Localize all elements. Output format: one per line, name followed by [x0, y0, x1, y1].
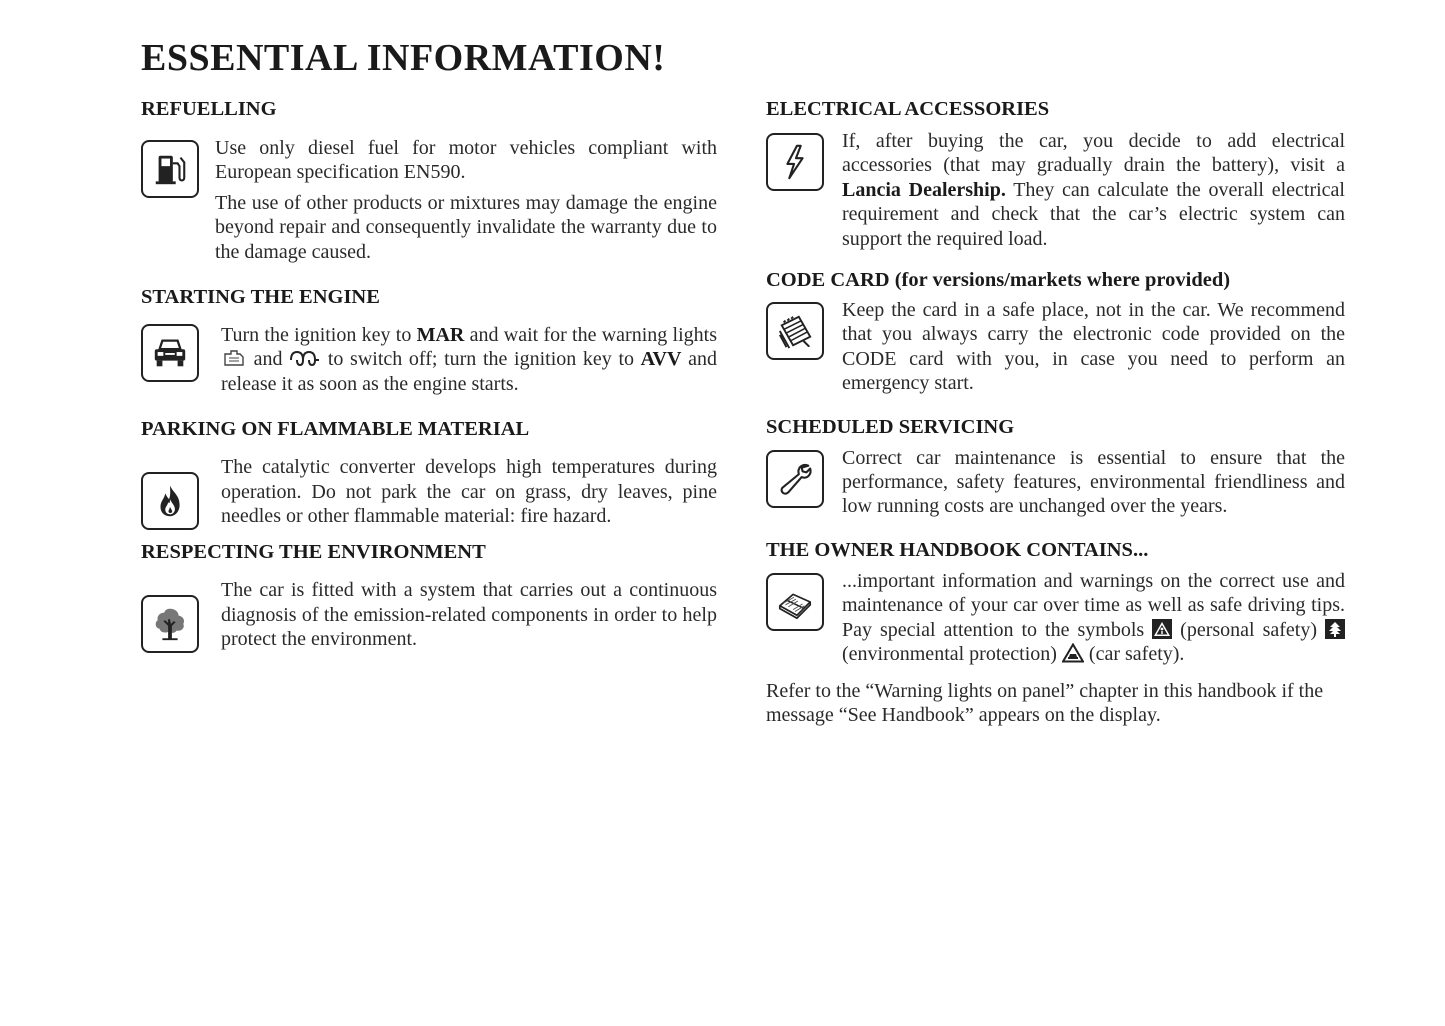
refuelling-text-2: The use of other products or mixtures may damage the engine beyond repair and consequently invalidate the warranty due to the damage caused. [215, 191, 717, 263]
car-front-icon [141, 324, 199, 382]
parking-section [141, 455, 719, 530]
electrical-text: If, after buying the car, you decide to add electrical accessories (that may gradually drain the battery), visit a Lancia Dealership. They can calculate the overall electrical requirement and check that the car’s electric system can support the required load. [842, 130, 1345, 250]
refuelling-section [141, 136, 719, 264]
environment-text: The car is fitted with a system that carries out a continuous diagnosis of the emission-related components in order to help protect the environment. [221, 579, 717, 651]
lightning-icon [766, 133, 824, 191]
code-card-section [766, 298, 1345, 396]
code-card-text: Keep the card in a safe place, not in the car. We recommend that you always carry the electronic code provided on the CODE card with you, in case you need to perform an emergency start. [842, 299, 1345, 395]
environmental-protection-icon [1325, 619, 1345, 639]
glow-plug-light-icon [289, 348, 321, 368]
dealership-label: Lancia Dealership. [842, 178, 1006, 201]
mar-key-label: MAR [416, 324, 465, 347]
refuelling-heading: REFUELLING [141, 98, 277, 120]
starting-heading: STARTING THE ENGINE [141, 286, 380, 309]
page-title: ESSENTIAL INFORMATION! [141, 37, 666, 79]
avv-key-label: AVV [640, 348, 682, 371]
servicing-section [766, 446, 1345, 519]
tree-icon [141, 595, 199, 653]
personal-safety-icon [1152, 619, 1172, 639]
electrical-heading: ELECTRICAL ACCESSORIES [766, 98, 1050, 120]
servicing-heading: SCHEDULED SERVICING [766, 415, 1015, 438]
parking-text: The catalytic converter develops high temperatures during operation. Do not park the car on grass, dry leaves, pine needles or other flammable material: fire hazard. [221, 456, 717, 528]
parking-heading: PARKING ON FLAMMABLE MATERIAL [141, 418, 530, 441]
wrench-icon [766, 450, 824, 508]
starting-text: Turn the ignition key to MAR and wait for the warning lights and to switch off; turn the ignition key to AVV and release it as soon as the engine starts. [221, 324, 717, 395]
servicing-text: Correct car maintenance is essential to ensure that the performance, safety features, environmental friendliness and low running costs are unchanged over the years. [842, 446, 1345, 518]
open-book-icon [766, 573, 824, 631]
electrical-section [766, 129, 1345, 251]
environment-heading: RESPECTING THE ENVIRONMENT [141, 541, 486, 564]
handbook-text: ...important information and warnings on the correct use and maintenance of your car over time as well as safe driving tips. Pay special attention to the symbols (personal safety) (environmental protection) (car safety). [842, 569, 1345, 666]
handbook-section [766, 569, 1345, 667]
engine-warning-light-icon [221, 348, 247, 368]
left-column [141, 96, 719, 653]
handbook-heading: THE OWNER HANDBOOK CONTAINS... [766, 538, 1149, 561]
handbook-note: Refer to the “Warning lights on panel” chapter in this handbook if the message “See Handbook” appears on the display. [766, 679, 1324, 726]
fire-icon [141, 472, 199, 530]
refuelling-text-1: Use only diesel fuel for motor vehicles compliant with European specification EN590. [215, 137, 717, 184]
starting-section [141, 323, 719, 396]
environment-section [141, 578, 719, 653]
fuel-pump-icon [141, 140, 199, 198]
code-card-icon [766, 302, 824, 360]
right-column [766, 96, 1345, 727]
car-safety-icon [1062, 643, 1084, 663]
code-card-heading: CODE CARD (for versions/markets where provided) [766, 269, 1231, 292]
